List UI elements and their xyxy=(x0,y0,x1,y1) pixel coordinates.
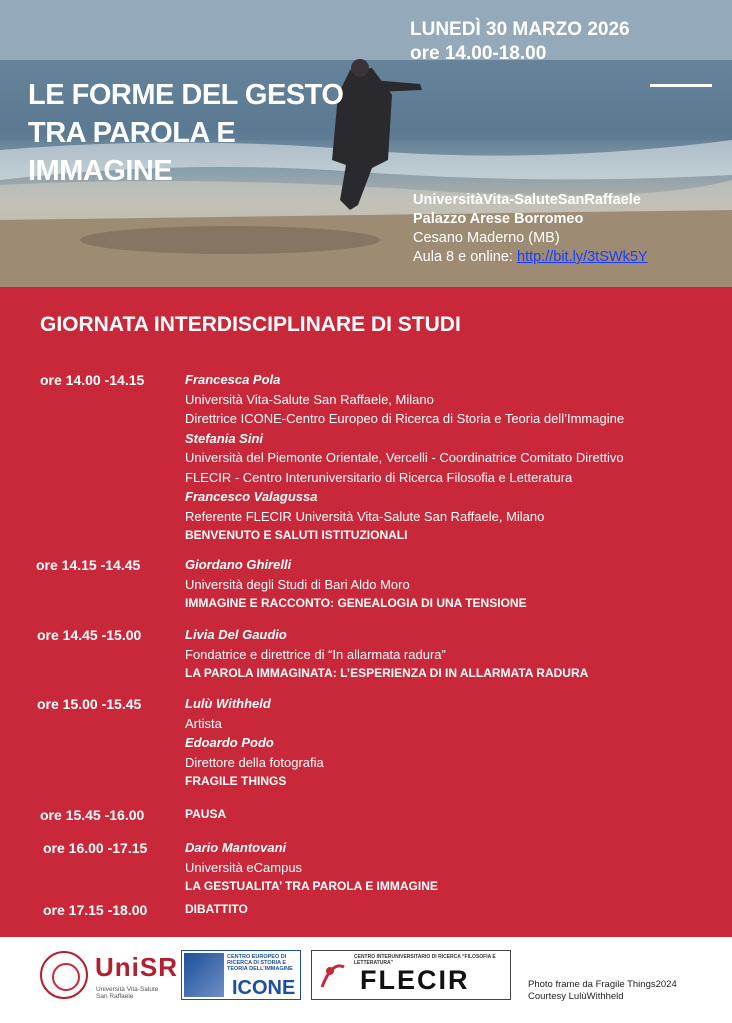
speaker-affiliation: Direttore della fotografia xyxy=(185,754,324,770)
program-item xyxy=(185,900,248,920)
program-item xyxy=(185,370,624,546)
talk-title: DIBATTITO xyxy=(185,902,248,916)
speaker-name: Dario Mantovani xyxy=(185,840,287,855)
title-line-1: LE FORME DEL GESTO xyxy=(28,79,344,111)
unisr-sub-line-1: Università Vita-Salute xyxy=(96,986,159,993)
unisr-seal-logo xyxy=(40,951,88,999)
speaker-name: Livia Del Gaudio xyxy=(185,627,287,642)
flecir-logo xyxy=(311,950,511,1000)
event-date xyxy=(410,18,630,66)
program-time: ore 15.45 -16.00 xyxy=(40,807,145,823)
program-time: ore 17.15 -18.00 xyxy=(43,902,148,918)
icone-logo xyxy=(181,950,301,1000)
speaker-name: Giordano Ghirelli xyxy=(185,557,292,572)
title-line-2: TRA PAROLA E xyxy=(28,117,236,149)
talk-title: LA PAROLA IMMAGINATA: L’ESPERIENZA DI IN ALLARMATA RADURA xyxy=(185,666,589,680)
speaker-name: Edoardo Podo xyxy=(185,735,274,750)
speaker-affiliation: Università Vita-Salute San Raffaele, Milano xyxy=(185,391,434,407)
unisr-subtitle xyxy=(96,986,158,1000)
divider-line xyxy=(650,84,712,87)
venue-building: Palazzo Arese Borromeo xyxy=(413,211,584,227)
speaker-affiliation: Artista xyxy=(185,715,222,731)
venue-city: Cesano Maderno (MB) xyxy=(413,230,560,246)
talk-title: PAUSA xyxy=(185,807,227,821)
program-item xyxy=(185,694,324,792)
icone-header: CENTRO EUROPEO DI RICERCA DI STORIA E TEORIA DELL’IMMAGINE xyxy=(227,954,293,972)
flecir-header: CENTRO INTERUNIVERSITARIO DI RICERCA “FILOSOFIA E LETTERATURA” xyxy=(354,954,496,966)
program-item xyxy=(185,838,438,897)
speaker-name: Francesco Valagussa xyxy=(185,489,318,504)
program-item xyxy=(185,805,226,825)
flecir-name: FLECIR xyxy=(360,965,470,995)
date-line: LUNEDÌ 30 MARZO 2026 xyxy=(410,19,630,40)
program-heading: GIORNATA INTERDISCIPLINARE DI STUDI xyxy=(40,313,461,336)
photo-credit xyxy=(528,979,677,1003)
talk-title: FRAGILE THINGS xyxy=(185,774,287,788)
credit-line-2: Courtesy LulùWithheld xyxy=(528,991,624,1002)
speaker-name: Francesca Pola xyxy=(185,372,281,387)
title-line-3: IMMAGINE xyxy=(28,155,173,187)
program-time: ore 16.00 -17.15 xyxy=(43,840,148,856)
speaker-affiliation: Direttrice ICONE-Centro Europeo di Ricerca di Storia e Teoria dell’Immagine xyxy=(185,411,625,426)
venue-room-label: Aula 8 e online: xyxy=(413,249,517,265)
venue-info xyxy=(413,191,648,267)
speaker-affiliation: Università degli Studi di Bari Aldo Moro xyxy=(185,576,410,592)
program-time: ore 15.00 -15.45 xyxy=(37,696,142,712)
speaker-name: Lulù Withheld xyxy=(185,696,271,711)
venue-room xyxy=(413,248,648,267)
icone-statue-icon xyxy=(184,953,224,997)
talk-title: IMMAGINE E RACCONTO: GENEALOGIA DI UNA TENSIONE xyxy=(185,596,527,610)
flecir-mark-icon xyxy=(318,959,346,991)
unisr-logo-text: UniSR xyxy=(95,952,178,982)
speaker-name: Stefania Sini xyxy=(185,430,264,446)
online-link[interactable]: http://bit.ly/3tSWk5Y xyxy=(517,249,648,265)
event-title xyxy=(28,76,343,190)
credit-line-1: Photo frame da Fragile Things2024 xyxy=(528,979,677,990)
unisr-sub-line-2: San Raffaele xyxy=(96,993,134,1000)
time-line: ore 14.00-18.00 xyxy=(410,43,547,64)
program-time: ore 14.00 -14.15 xyxy=(40,372,145,388)
speaker-affiliation: Università del Piemonte Orientale, Vercelli - Coordinatrice Comitato Direttivo xyxy=(185,450,624,465)
program-item xyxy=(185,625,588,684)
speaker-affiliation: Fondatrice e direttrice di “In allarmata radura” xyxy=(185,646,446,662)
program-time: ore 14.45 -15.00 xyxy=(37,627,142,643)
program-time: ore 14.15 -14.45 xyxy=(36,557,141,573)
speaker-affiliation: Università eCampus xyxy=(185,859,303,875)
speaker-affiliation: FLECIR - Centro Interuniversitario di Ricerca Filosofia e Letteratura xyxy=(185,469,573,485)
program-item xyxy=(185,555,527,614)
talk-title: BENVENUTO E SALUTI ISTITUZIONALI xyxy=(185,528,408,542)
talk-title: LA GESTUALITA’ TRA PAROLA E IMMAGINE xyxy=(185,879,438,893)
icone-name: ICONE xyxy=(232,977,296,999)
speaker-affiliation: Referente FLECIR Università Vita-Salute San Raffaele, Milano xyxy=(185,508,545,524)
venue-university: UniversitàVita-SaluteSanRaffaele xyxy=(413,192,641,208)
